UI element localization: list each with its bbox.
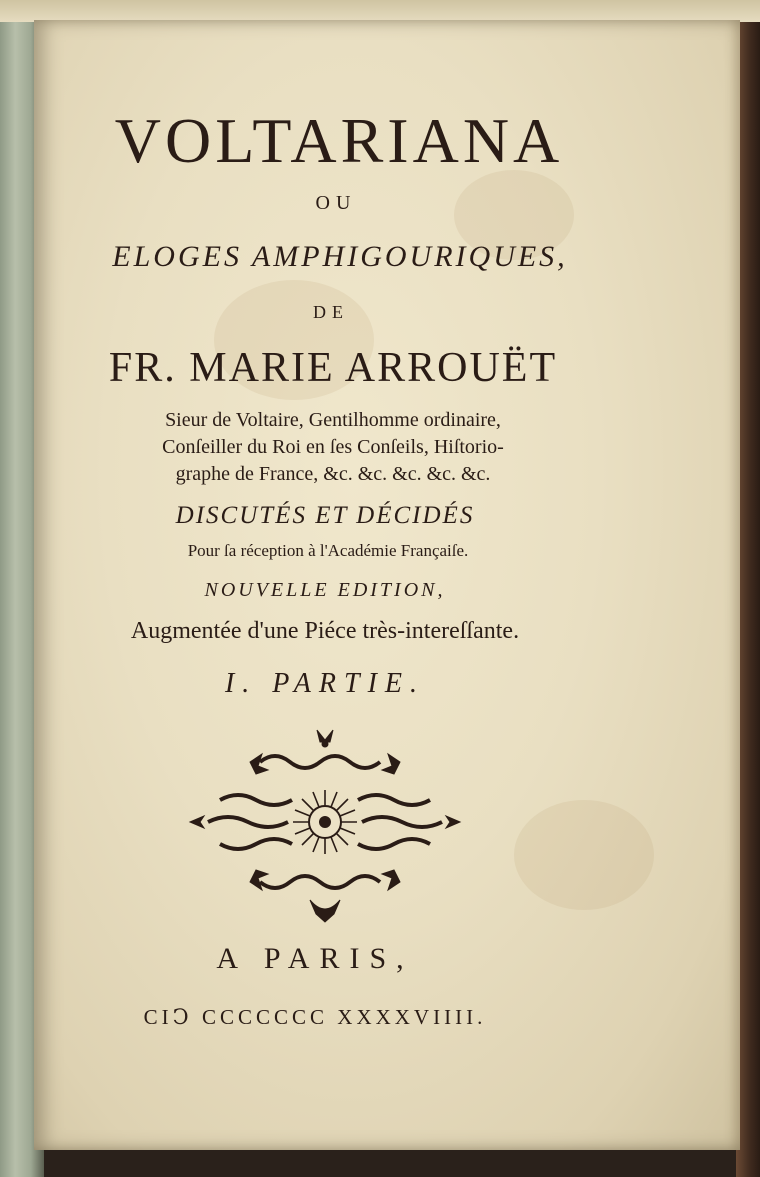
book-title: VOLTARIANA [114,105,564,176]
author-name: FR. MARIE ARROUËT [108,345,558,391]
preposition-text: DE [313,302,349,322]
description-line: graphe de France, &c. &c. &c. &c. &c. [175,463,491,485]
discussed-heading: DISCUTÉS ET DÉCIDÉS [175,502,475,529]
occasion-text: Pour ſa réception à l'Académie Françaiſe. [187,541,469,560]
conjunction-text: OU [315,192,357,214]
printers-ornament [180,722,470,932]
imprint-date: CIↃ CCCCCCC XXXXVIIII. [143,1005,487,1029]
edition-text: NOUVELLE EDITION, [204,579,446,601]
part-label: I. PARTIE. [224,668,426,699]
subtitle: ELOGES AMPHIGOURIQUES, [112,240,568,273]
augmented-text: Augmentée d'une Piéce très-intereſſante. [130,618,520,644]
description-line: Conſeiller du Roi en ſes Conſeils, Hiſtorio- [162,436,504,458]
description-line: Sieur de Voltaire, Gentilhomme ordinaire, [165,409,501,431]
author-description [86,407,580,488]
page-top-edge [0,0,760,22]
imprint-place: A PARIS, [216,942,414,975]
